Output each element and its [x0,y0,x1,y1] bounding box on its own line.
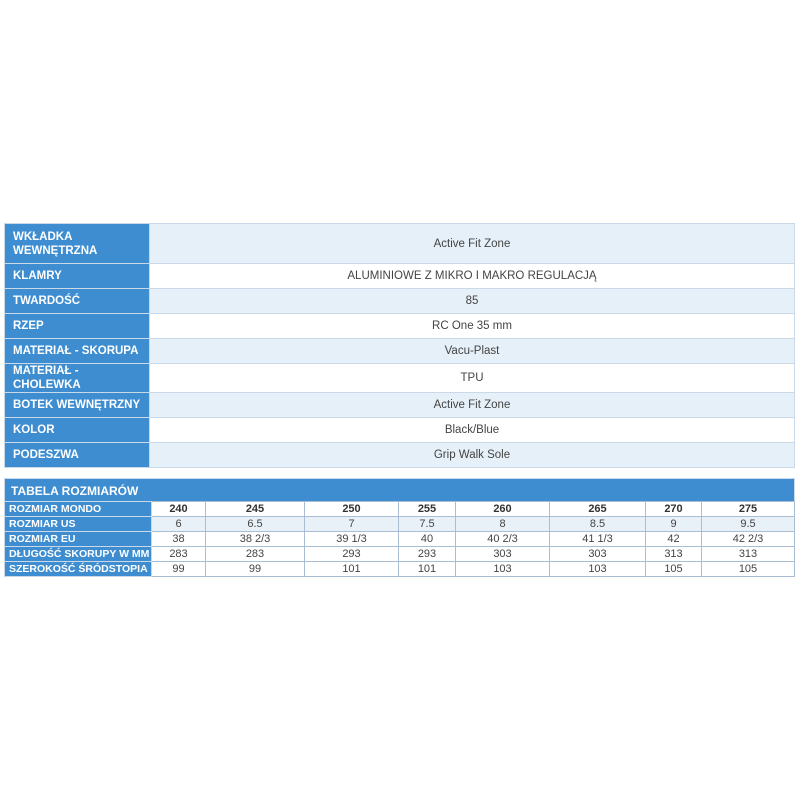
spec-row-strap [5,314,795,339]
spec-label: KLAMRY [5,264,150,289]
spec-row-cuff-material [5,364,795,393]
size-cell: 313 [702,547,795,562]
size-cell: 303 [456,547,550,562]
size-cell: 7.5 [399,517,456,532]
spec-label: MATERIAŁ - CHOLEWKA [5,364,150,393]
size-cell: 99 [152,562,206,577]
size-cell: 38 [152,532,206,547]
size-row-label: ROZMIAR MONDO [5,502,152,517]
size-cell: 303 [550,547,646,562]
size-cell: 245 [206,502,305,517]
size-row-eu [5,532,795,547]
size-cell: 250 [305,502,399,517]
spec-row-liner [5,393,795,418]
size-row-label: DŁUGOŚĆ SKORUPY W MM [5,547,152,562]
size-cell: 41 1/3 [550,532,646,547]
size-cell: 275 [702,502,795,517]
spec-value: 85 [150,289,795,314]
spec-row-sole [5,443,795,468]
spec-value: Active Fit Zone [150,224,795,264]
spec-value: Grip Walk Sole [150,443,795,468]
spec-value: Vacu-Plast [150,339,795,364]
size-row-shell-length [5,547,795,562]
spec-row-buckles [5,264,795,289]
size-cell: 255 [399,502,456,517]
size-row-forefoot-width [5,562,795,577]
spec-value: Active Fit Zone [150,393,795,418]
size-cell: 40 [399,532,456,547]
size-cell: 283 [206,547,305,562]
spec-row-flex [5,289,795,314]
size-cell: 283 [152,547,206,562]
size-cell: 9.5 [702,517,795,532]
spec-label: MATERIAŁ - SKORUPA [5,339,150,364]
spec-label: RZEP [5,314,150,339]
size-cell: 260 [456,502,550,517]
size-table-title: TABELA ROZMIARÓW [4,478,795,501]
size-cell: 38 2/3 [206,532,305,547]
product-specs [4,223,795,577]
spec-label: PODESZWA [5,443,150,468]
size-cell: 103 [456,562,550,577]
size-cell: 6 [152,517,206,532]
size-row-label: SZEROKOŚĆ ŚRÓDSTOPIA [5,562,152,577]
size-cell: 101 [399,562,456,577]
size-cell: 42 2/3 [702,532,795,547]
size-row-us [5,517,795,532]
spec-value: Black/Blue [150,418,795,443]
size-cell: 7 [305,517,399,532]
size-table [4,501,795,577]
spec-label: BOTEK WEWNĘTRZNY [5,393,150,418]
spec-value: TPU [150,364,795,393]
size-cell: 105 [702,562,795,577]
size-cell: 313 [646,547,702,562]
size-row-label: ROZMIAR EU [5,532,152,547]
size-cell: 240 [152,502,206,517]
spec-table [4,223,795,468]
size-row-mondo [5,502,795,517]
spec-row-inner-liner [5,224,795,264]
size-cell: 293 [399,547,456,562]
size-cell: 101 [305,562,399,577]
spec-label: KOLOR [5,418,150,443]
size-cell: 293 [305,547,399,562]
spec-value: RC One 35 mm [150,314,795,339]
size-cell: 6.5 [206,517,305,532]
spec-row-shell-material [5,339,795,364]
spec-label: WKŁADKA WEWNĘTRZNA [5,224,150,264]
size-cell: 39 1/3 [305,532,399,547]
size-cell: 9 [646,517,702,532]
size-cell: 99 [206,562,305,577]
size-cell: 105 [646,562,702,577]
spec-row-color [5,418,795,443]
size-cell: 8 [456,517,550,532]
spec-label: TWARDOŚĆ [5,289,150,314]
size-cell: 40 2/3 [456,532,550,547]
size-cell: 8.5 [550,517,646,532]
size-cell: 42 [646,532,702,547]
spec-value: ALUMINIOWE Z MIKRO I MAKRO REGULACJĄ [150,264,795,289]
size-cell: 265 [550,502,646,517]
size-cell: 103 [550,562,646,577]
size-row-label: ROZMIAR US [5,517,152,532]
size-cell: 270 [646,502,702,517]
